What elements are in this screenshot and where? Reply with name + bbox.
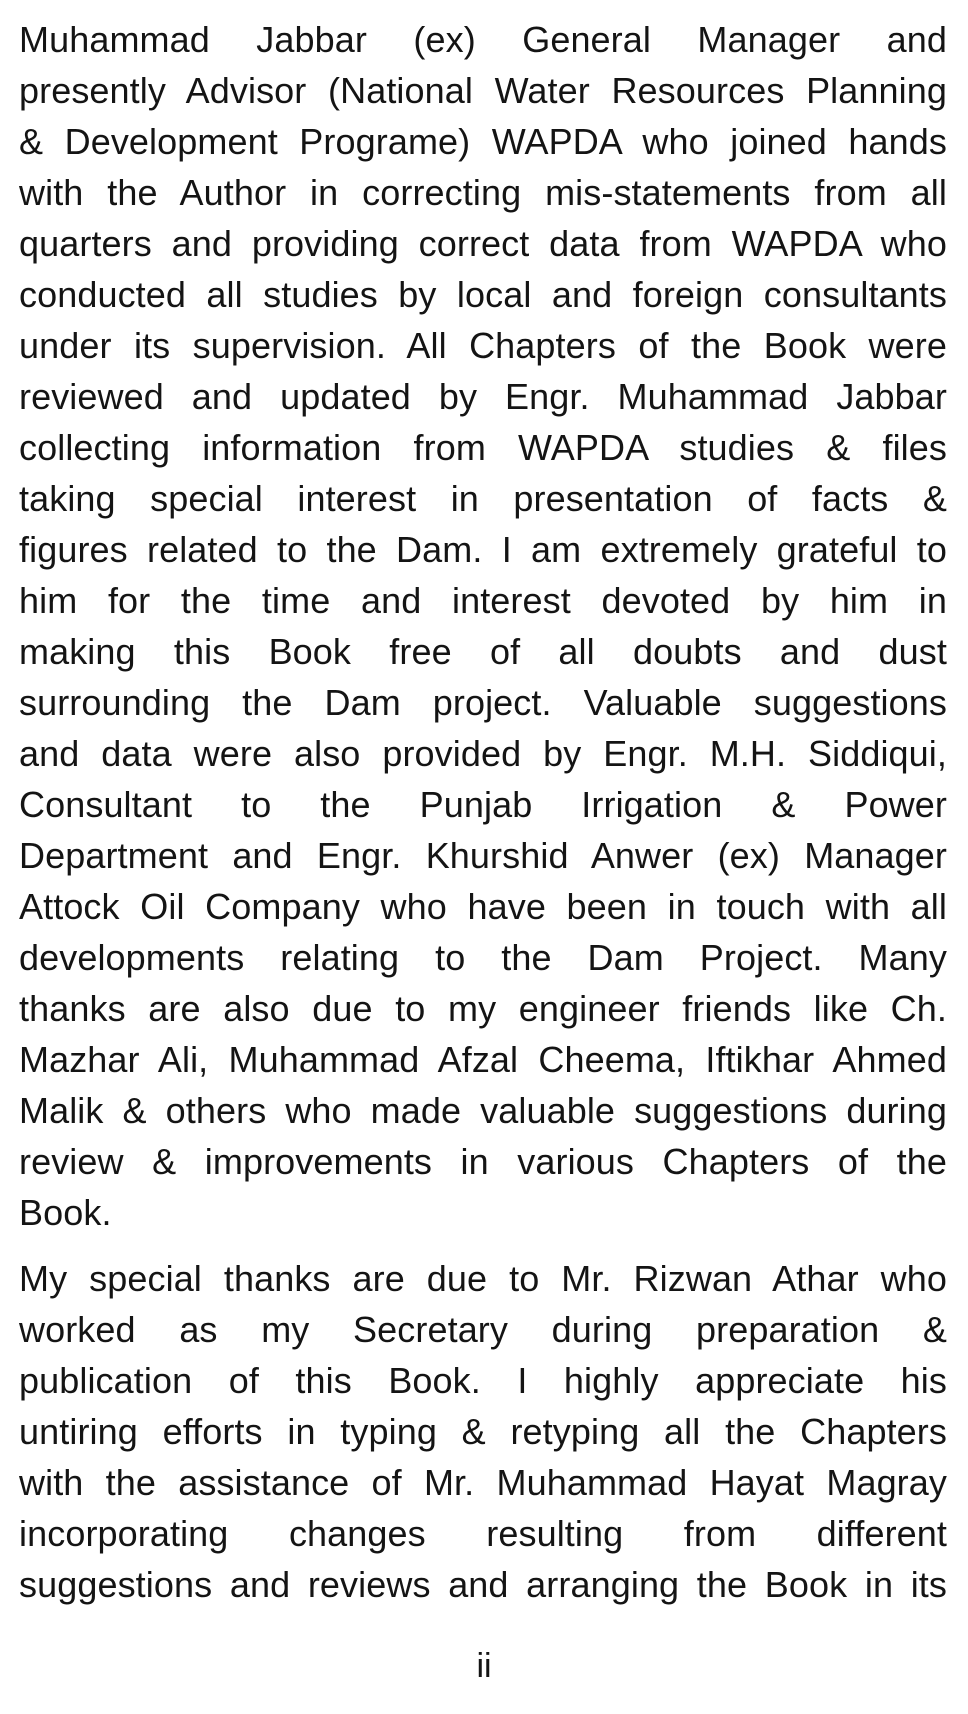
- paragraph-1: [19, 14, 947, 1238]
- text-line: untiring efforts in typing & retyping all the Chapters: [19, 1411, 947, 1452]
- text-line: quarters and providing correct data from WAPDA who: [19, 223, 947, 264]
- page-number: ii: [476, 1647, 492, 1685]
- text-line: making this Book free of all doubts and dust: [19, 631, 947, 672]
- text-line: him for the time and interest devoted by him in: [19, 580, 947, 621]
- text-line: thanks are also due to my engineer friends like Ch.: [19, 988, 947, 1029]
- text-line: with the assistance of Mr. Muhammad Hayat Magray: [19, 1462, 947, 1503]
- text-line: My special thanks are due to Mr. Rizwan Athar who: [19, 1258, 947, 1299]
- document-page: [19, 14, 947, 1610]
- text-line: incorporating changes resulting from different: [19, 1513, 947, 1554]
- text-line: Department and Engr. Khurshid Anwer (ex) Manager: [19, 835, 947, 876]
- text-line: conducted all studies by local and foreign consultants: [19, 274, 947, 315]
- text-line: worked as my Secretary during preparation &: [19, 1309, 947, 1350]
- paragraph-2: [19, 1253, 947, 1610]
- text-line: Malik & others who made valuable suggestions during: [19, 1090, 947, 1131]
- text-line: presently Advisor (National Water Resources Planning: [19, 70, 947, 111]
- text-line: Attock Oil Company who have been in touch with all: [19, 886, 947, 927]
- text-line: Muhammad Jabbar (ex) General Manager and: [19, 19, 947, 60]
- text-line: surrounding the Dam project. Valuable suggestions: [19, 682, 947, 723]
- text-line: suggestions and reviews and arranging the Book in its: [19, 1564, 947, 1605]
- text-line: with the Author in correcting mis-statements from all: [19, 172, 947, 213]
- text-line: collecting information from WAPDA studies & files: [19, 427, 947, 468]
- text-line: figures related to the Dam. I am extremely grateful to: [19, 529, 947, 570]
- text-line: publication of this Book. I highly appreciate his: [19, 1360, 947, 1401]
- text-line: Book.: [19, 1192, 112, 1233]
- text-line: and data were also provided by Engr. M.H. Siddiqui,: [19, 733, 947, 774]
- text-line: reviewed and updated by Engr. Muhammad Jabbar: [19, 376, 947, 417]
- text-line: taking special interest in presentation of facts &: [19, 478, 947, 519]
- text-line: under its supervision. All Chapters of the Book were: [19, 325, 947, 366]
- text-line: Consultant to the Punjab Irrigation & Power: [19, 784, 947, 825]
- text-line: & Development Programe) WAPDA who joined hands: [19, 121, 947, 162]
- text-line: Mazhar Ali, Muhammad Afzal Cheema, Iftikhar Ahmed: [19, 1039, 947, 1080]
- text-line: review & improvements in various Chapters of the: [19, 1141, 947, 1182]
- text-line: developments relating to the Dam Project. Many: [19, 937, 947, 978]
